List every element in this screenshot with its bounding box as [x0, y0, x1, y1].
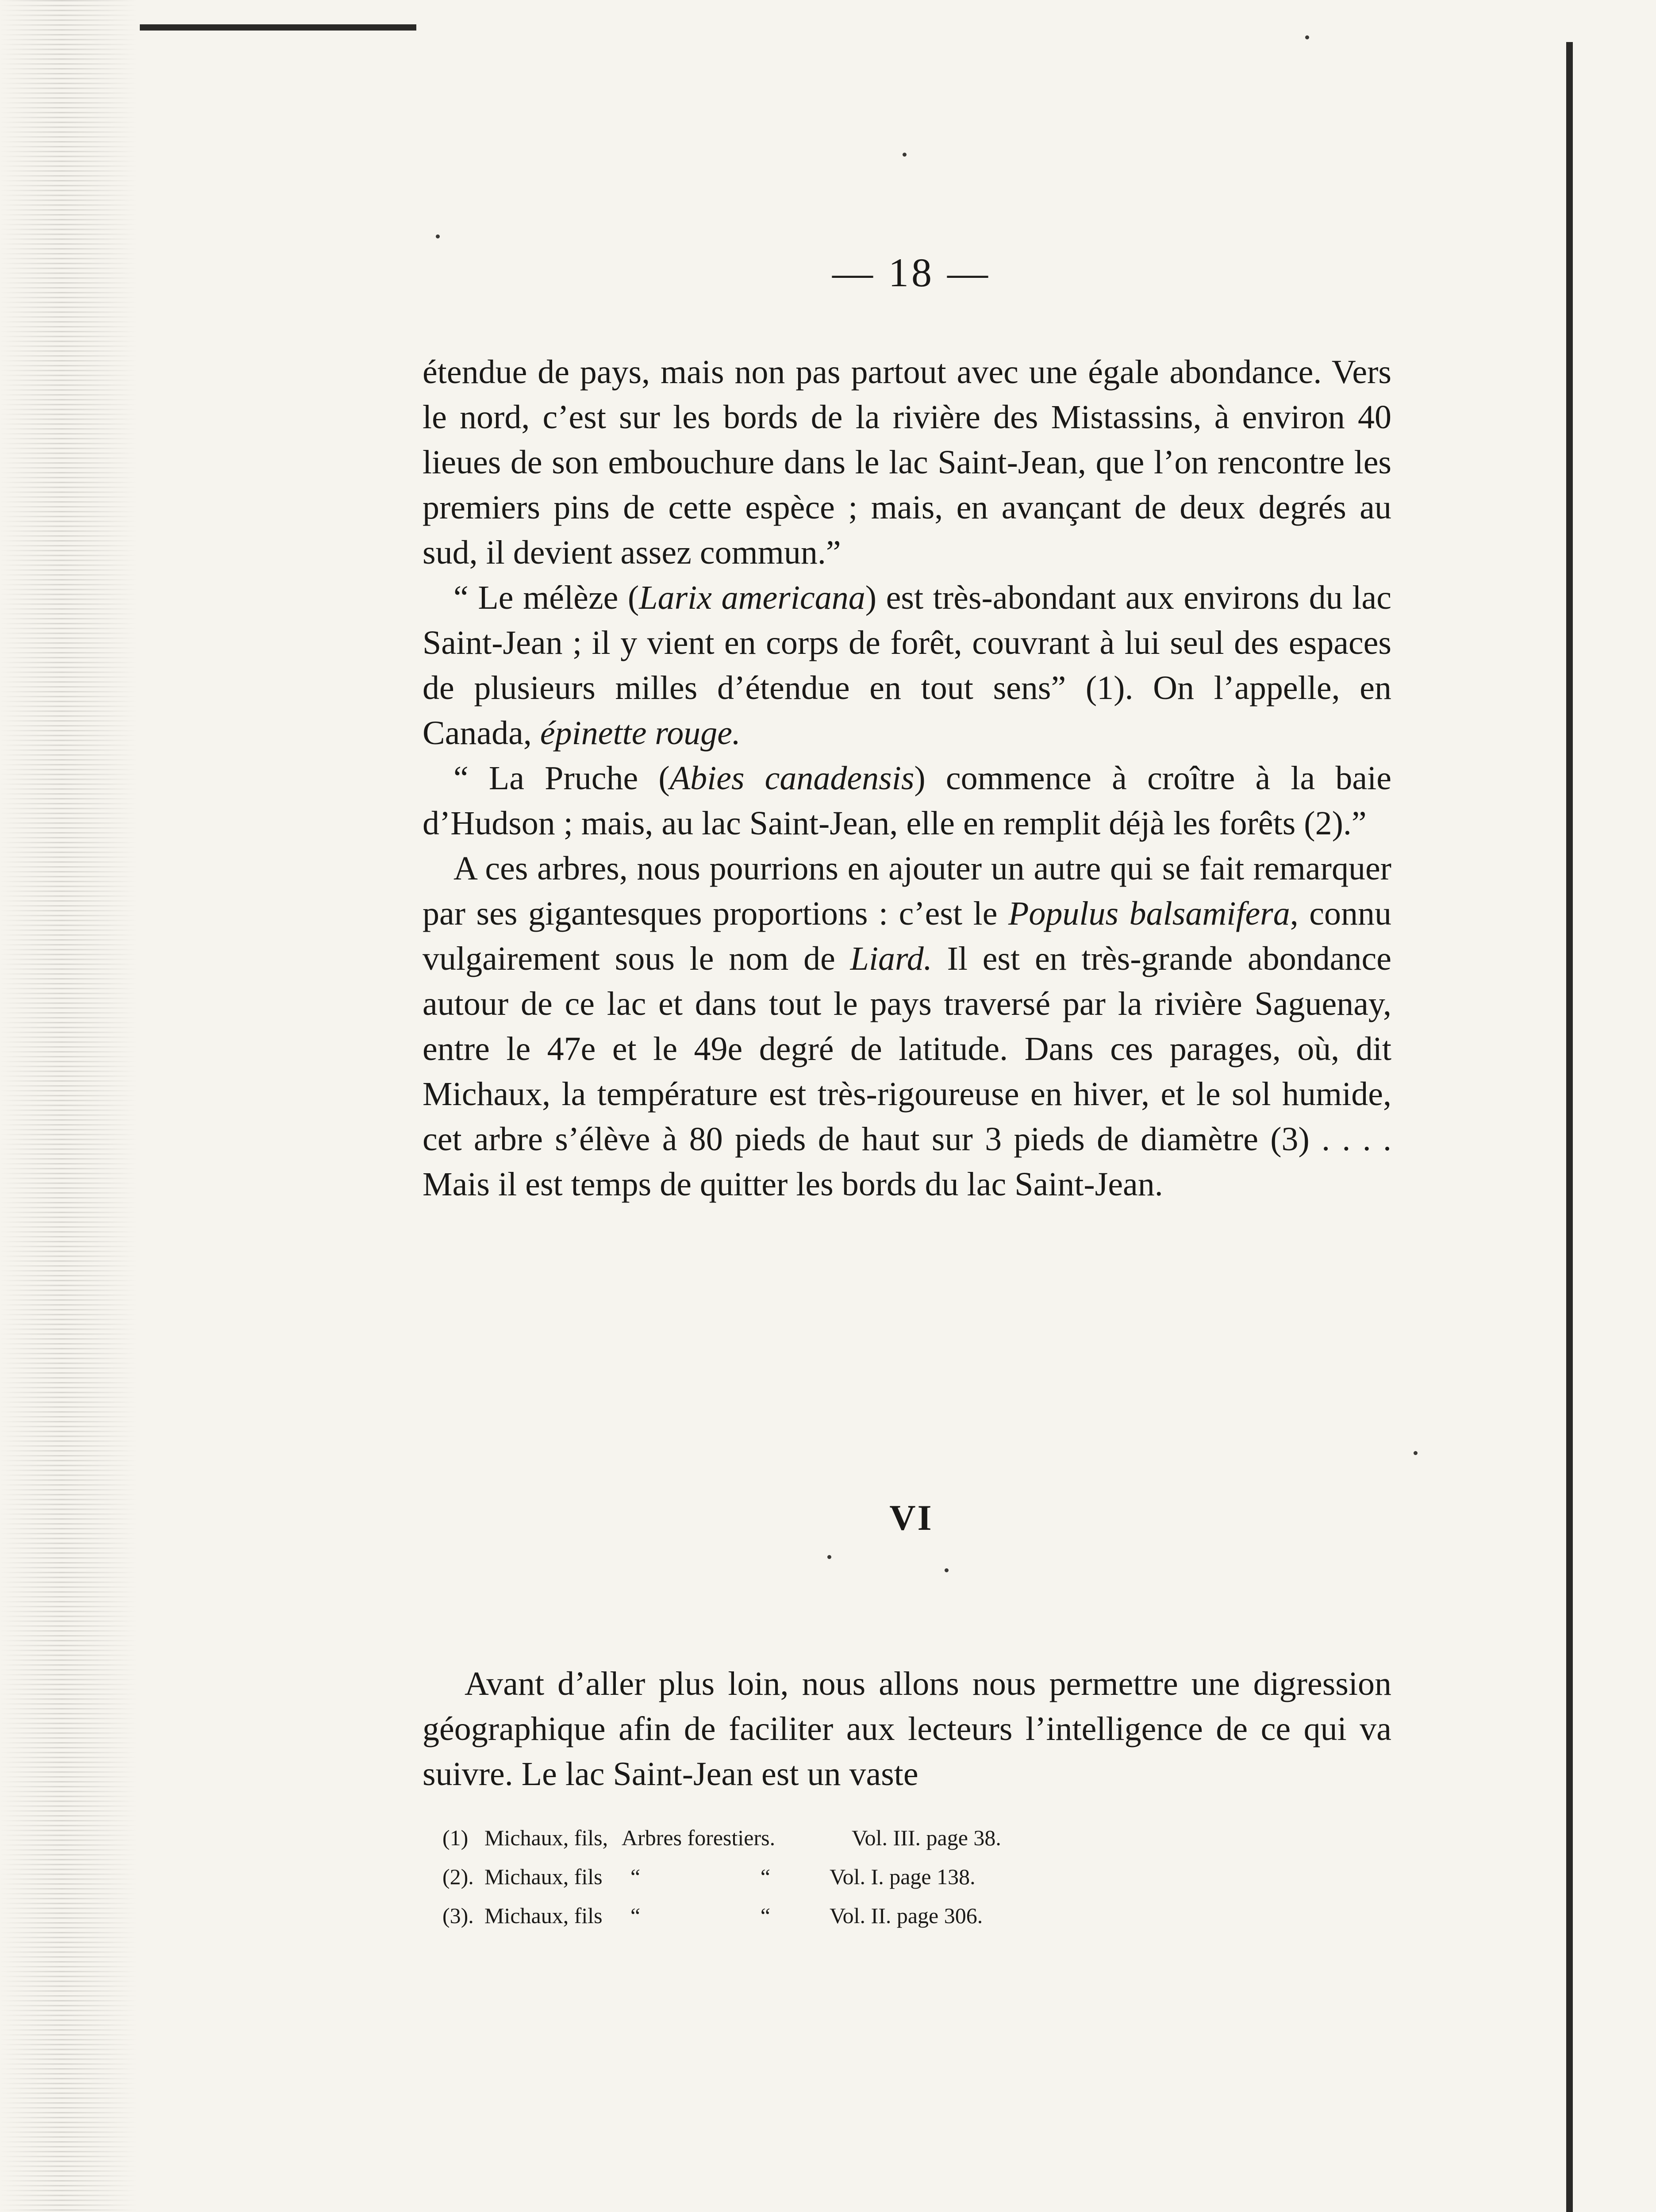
footnote-number: (2).: [442, 1864, 474, 1889]
footnote-volume: Vol. I. page 138.: [830, 1864, 976, 1889]
paragraph-3-part-c: ) commence à croître à la baie d’Hudson ; mais, au lac Saint-Jean, elle en remplit déjà les forêts (2).”: [423, 760, 1391, 842]
footnote-volume: Vol. III. page 38.: [852, 1825, 1001, 1850]
footnote: [442, 1896, 1133, 1935]
paragraph-4: [423, 846, 1391, 1207]
footnotes: [442, 1818, 1133, 1935]
right-margin-rule: [1566, 42, 1573, 2212]
scan-speck: [945, 1568, 949, 1572]
scan-speck: [1414, 1451, 1418, 1455]
species-populus: Populus balsamifera: [1008, 895, 1290, 932]
paragraph-4-part-c: , connu vulgairement sous le nom de: [423, 895, 1392, 977]
section-paragraph-1: Avant d’aller plus loin, nous allons nous permettre une digression géographique afin de faciliter aux lecteurs l’intelligence de ce qui va suivre. Le lac Saint-Jean est un vaste: [423, 1665, 1391, 1793]
scan-speck: [903, 153, 907, 157]
paragraph-4-part-a: A ces arbres, nous pourrions en ajouter un autre qui se fait remarquer par ses gigantesques proportions : c’est le: [423, 850, 1391, 932]
footnote-author: Michaux, fils: [484, 1864, 603, 1889]
paragraph-3-part-a: “ La Pruche (: [453, 760, 670, 797]
scan-speck: [1305, 35, 1309, 39]
footnote-work: Arbres forestiers.: [622, 1825, 776, 1850]
scan-speck: [436, 234, 440, 238]
page-number: — 18 —: [832, 250, 991, 295]
page-gutter-shadow: [0, 0, 137, 2212]
section-text: [423, 1661, 1391, 1797]
footnote-author: Michaux, fils: [484, 1903, 603, 1928]
footnote: [442, 1857, 1133, 1896]
name-liard: Liard.: [850, 940, 932, 977]
name-epinette-rouge: épinette rouge.: [540, 714, 741, 752]
paragraph-4-part-e: Il est en très-grande abondance autour de ce lac et dans tout le pays traversé par la rivière Saguenay, entre le 47e et le 49e degré de latitude. Dans ces parages, où, dit Michaux, la température est très-rigoureuse en hiver, et le sol humide, cet arbre s’élève à 80 pieds de haut sur 3 pieds de diamètre (3) . . . . Mais il est temps de quitter les bords du lac Saint-Jean.: [423, 940, 1391, 1203]
footnote-number: (1): [442, 1825, 469, 1850]
footnote-ditto-mark: “: [630, 1864, 641, 1889]
footnote-ditto-mark: “: [760, 1903, 771, 1928]
species-abies: Abies canadensis: [669, 760, 914, 797]
main-text: [423, 349, 1391, 1207]
section-heading: VI: [889, 1498, 934, 1538]
footnote-ditto-mark: “: [760, 1864, 771, 1889]
footnote-author: Michaux, fils,: [484, 1825, 608, 1850]
paragraph-2: [423, 575, 1391, 756]
footnote-volume: Vol. II. page 306.: [830, 1903, 983, 1928]
top-rule: [140, 24, 416, 31]
paragraph-2-part-c: ) est très-abondant aux environs du lac Saint-Jean ; il y vient en corps de forêt, couvrant à lui seul des espaces de plusieurs milles d’étendue en tout sens” (1). On l’appelle, en Canada,: [423, 579, 1392, 752]
species-larix: Larix americana: [639, 579, 865, 616]
footnote: [442, 1818, 1133, 1857]
scan-speck: [827, 1555, 831, 1559]
paragraph-3: [423, 756, 1391, 846]
footnote-ditto-mark: “: [630, 1903, 641, 1928]
paragraph-2-part-a: “ Le mélèze (: [453, 579, 639, 616]
footnote-number: (3).: [442, 1903, 474, 1928]
paragraph-1: étendue de pays, mais non pas partout avec une égale abondance. Vers le nord, c’est sur les bords de la rivière des Mistassins, à environ 40 lieues de son embouchure dans le lac Saint-Jean, que l’on rencontre les premiers pins de cette espèce ; mais, en avançant de deux degrés au sud, il devient assez commun.”: [423, 353, 1391, 571]
